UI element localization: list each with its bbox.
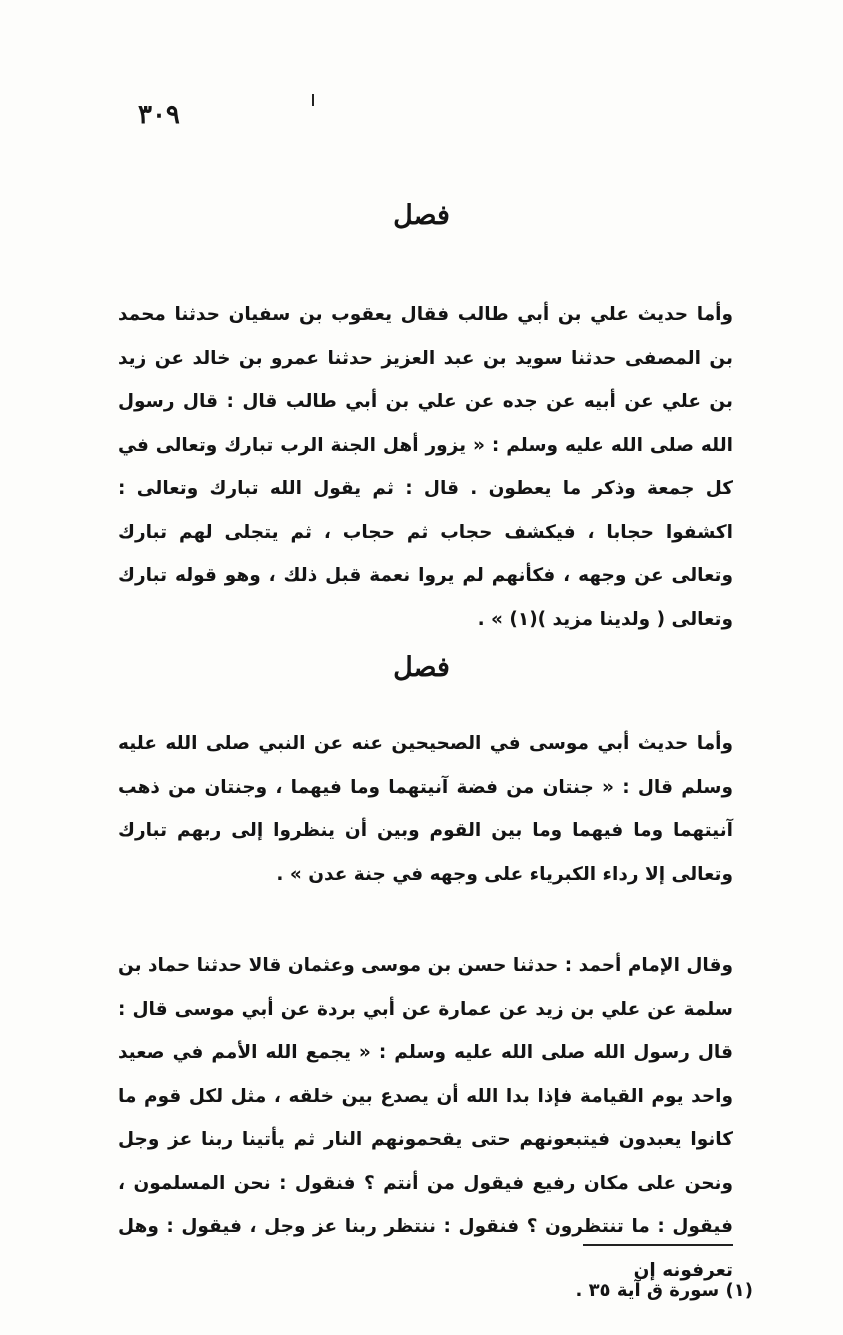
footnote-separator [583, 1244, 733, 1246]
section-heading-2: فصل [393, 652, 450, 683]
paragraph-3: وقال الإمام أحمد : حدثنا حسن بن موسى وعثمان قالا حدثنا حماد بن سلمة عن علي بن زيد عن عمارة عن أبي بردة عن أبي موسى قال : قال رسول الله صلى الله عليه وسلم : « يجمع الله الأمم في صعيد واحد يوم القيامة فإذا بدا الله أن يصدع بين خلقه ، مثل لكل قوم ما كانوا يعبدون فيتبعونهم حتى يقحمونهم النار ثم يأتينا ربنا عز وجل ونحن على مكان رفيع فيقول من أنتم ؟ فنقول : نحن المسلمون ، فيقول : ما تنتظرون ؟ فنقول : ننتظر ربنا عز وجل ، فيقول : وهل تعرفونه إن [118, 955, 733, 1281]
paragraph-1: وأما حديث علي بن أبي طالب فقال يعقوب بن سفيان حدثنا محمد بن المصفى حدثنا سويد بن عبد العزيز حدثنا عمرو بن خالد عن زيد بن علي عن أبيه عن جده عن علي بن أبي طالب قال : قال رسول الله صلى الله عليه وسلم : « يزور أهل الجنة الرب تبارك وتعالى في كل جمعة وذكر ما يعطون . قال : ثم يقول الله تبارك وتعالى : اكشفوا حجابا ، فيكشف حجاب ثم حجاب ، ثم يتجلى لهم تبارك وتعالى عن وجهه ، فكأنهم لم يروا نعمة قبل ذلك ، وهو قوله تبارك وتعالى ( ولدينا مزيد )(١) » . [118, 304, 733, 630]
page-number: ٣٠٩ [138, 100, 180, 130]
margin-mark [312, 94, 314, 106]
section-heading-1: فصل [393, 200, 450, 231]
paragraph-2: وأما حديث أبي موسى في الصحيحين عنه عن النبي صلى الله عليه وسلم قال : « جنتان من فضة آنيتهما وما فيهما ، وجنتان من ذهب آنيتهما وما فيهما وما بين القوم وبين أن ينظروا إلى ربهم تبارك وتعالى إلا رداء الكبرياء على وجهه في جنة عدن » . [118, 733, 733, 885]
footnote: (١) سورة ق آية ٣٥ . [575, 1280, 753, 1301]
